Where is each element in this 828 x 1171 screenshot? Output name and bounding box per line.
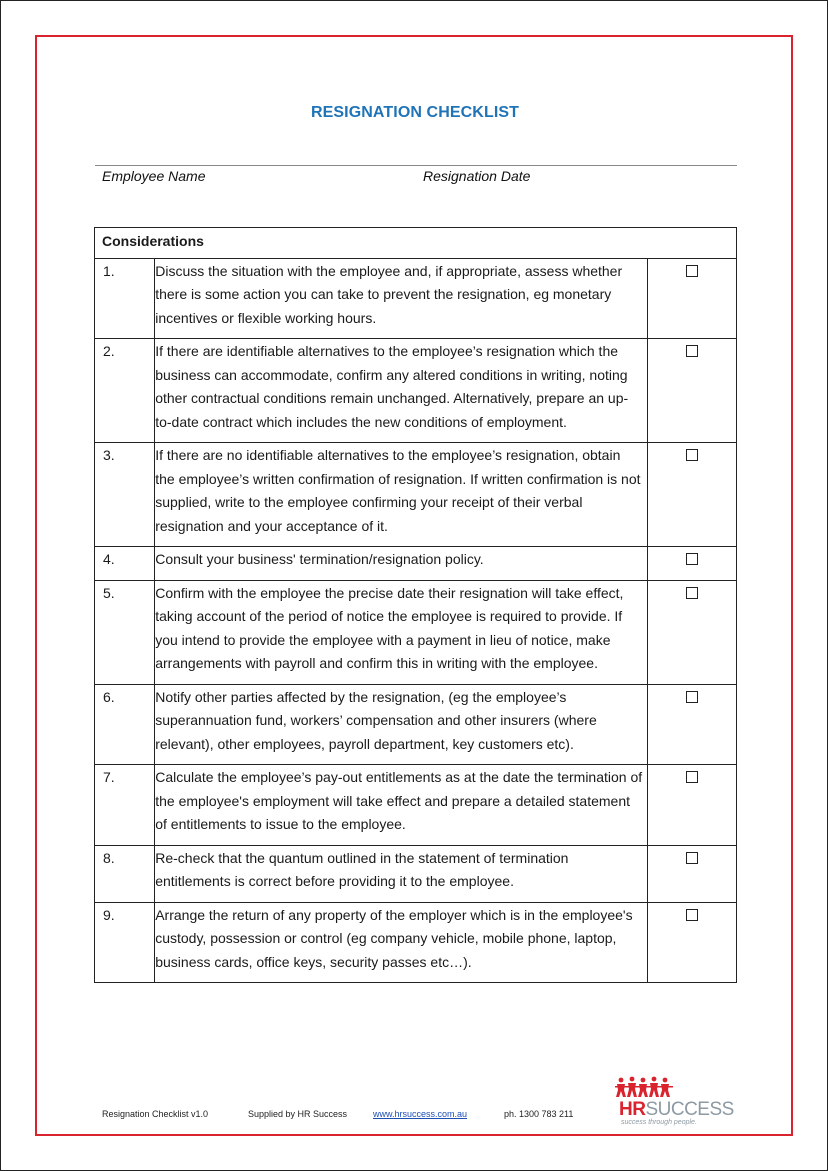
checkbox-cell xyxy=(648,547,737,581)
footer-supplied-by: Supplied by HR Success xyxy=(248,1109,348,1119)
checkbox-cell xyxy=(648,765,737,846)
checkbox-icon[interactable] xyxy=(686,265,698,277)
checkbox-icon[interactable] xyxy=(686,691,698,703)
hr-success-logo xyxy=(613,1075,734,1131)
item-number: 9. xyxy=(95,902,155,983)
item-text: Confirm with the employee the precise date their resignation will take effect, taking account of the period of notice the employee is required to provide. If you intend to provide the employee with a payment in lieu of notice, make arrangements with payroll and confirm this in writing with the employee. xyxy=(155,580,648,684)
checklist-row xyxy=(95,443,737,547)
footer-version: Resignation Checklist v1.0 xyxy=(102,1109,209,1119)
considerations-table xyxy=(94,227,737,983)
checklist-row xyxy=(95,765,737,846)
checklist-row xyxy=(95,580,737,684)
checkbox-icon[interactable] xyxy=(686,553,698,565)
item-text: Re-check that the quantum outlined in the statement of termination entitlements is correct before providing it to the employee. xyxy=(155,845,648,902)
employee-name-label: Employee Name xyxy=(102,168,206,184)
checklist-row xyxy=(95,258,737,339)
checkbox-cell xyxy=(648,684,737,765)
item-number: 1. xyxy=(95,258,155,339)
item-text: Notify other parties affected by the resignation, (eg the employee’s superannuation fund, workers’ compensation and other insurers (where relevant), other employees, payroll department, key customers etc). xyxy=(155,684,648,765)
item-number: 8. xyxy=(95,845,155,902)
checkbox-cell xyxy=(648,845,737,902)
checkbox-cell xyxy=(648,339,737,443)
item-text: Discuss the situation with the employee and, if appropriate, assess whether there is some action you can take to prevent the resignation, eg monetary incentives or flexible working hours. xyxy=(155,258,648,339)
item-number: 4. xyxy=(95,547,155,581)
item-number: 2. xyxy=(95,339,155,443)
checkbox-icon[interactable] xyxy=(686,771,698,783)
checkbox-cell xyxy=(648,258,737,339)
logo-success: SUCCESS xyxy=(645,1099,734,1120)
checkbox-icon[interactable] xyxy=(686,587,698,599)
logo-hr: HR xyxy=(619,1099,646,1120)
people-icon xyxy=(615,1075,675,1099)
logo-tagline: success through people. xyxy=(621,1119,697,1126)
checklist-row xyxy=(95,845,737,902)
checklist-row xyxy=(95,684,737,765)
table-header-row xyxy=(95,228,737,259)
item-text: If there are identifiable alternatives to the employee’s resignation which the business can accommodate, confirm any altered conditions in writing, noting other contractual conditions remain unchanged. Alternatively, prepare an up-to-date contract which includes the new conditions of employment. xyxy=(155,339,648,443)
item-text: Consult your business' termination/resignation policy. xyxy=(155,547,648,581)
document-title: RESIGNATION CHECKLIST xyxy=(310,104,520,121)
item-number: 3. xyxy=(95,443,155,547)
checkbox-cell xyxy=(648,902,737,983)
item-text: If there are no identifiable alternatives to the employee’s resignation, obtain the employee’s written confirmation of resignation. If written confirmation is not supplied, write to the employee confirming your receipt of their verbal resignation and your acceptance of it. xyxy=(155,443,648,547)
logo-wordmark xyxy=(619,1099,734,1121)
checkbox-icon[interactable] xyxy=(686,852,698,864)
footer-website-link[interactable]: www.hrsuccess.com.au xyxy=(373,1109,468,1119)
checkbox-cell xyxy=(648,443,737,547)
considerations-header: Considerations xyxy=(95,228,737,259)
checkbox-icon[interactable] xyxy=(686,345,698,357)
resignation-date-label: Resignation Date xyxy=(423,168,531,184)
checkbox-icon[interactable] xyxy=(686,909,698,921)
checkbox-cell xyxy=(648,580,737,684)
checklist-row xyxy=(95,339,737,443)
checklist-row xyxy=(95,902,737,983)
checkbox-icon[interactable] xyxy=(686,449,698,461)
item-text: Arrange the return of any property of the employer which is in the employee's custody, possession or control (eg company vehicle, mobile phone, laptop, business cards, office keys, security passes etc…). xyxy=(155,902,648,983)
item-number: 5. xyxy=(95,580,155,684)
footer-phone: ph. 1300 783 211 xyxy=(504,1109,574,1119)
item-number: 6. xyxy=(95,684,155,765)
checklist-row xyxy=(95,547,737,581)
item-text: Calculate the employee’s pay-out entitlements as at the date the termination of the employee's employment will take effect and prepare a detailed statement of entitlements to issue to the employee. xyxy=(155,765,648,846)
item-number: 7. xyxy=(95,765,155,846)
employee-details-line xyxy=(95,165,737,166)
